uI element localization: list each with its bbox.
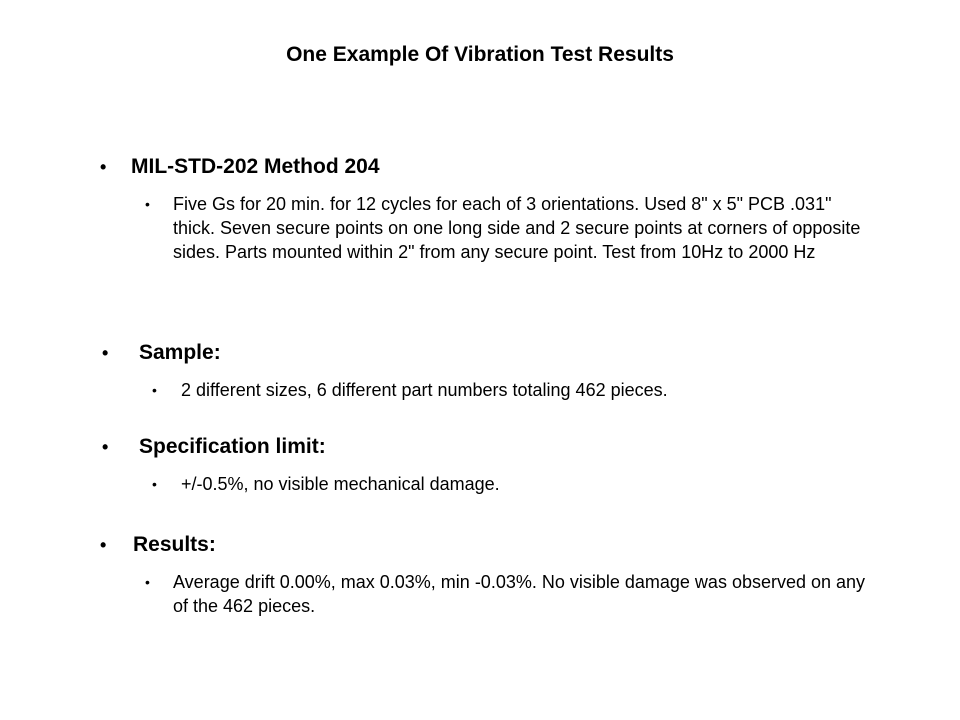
section-test-method xyxy=(100,152,880,264)
bullet-icon: • xyxy=(100,157,107,177)
sub-bullet-item xyxy=(102,472,871,496)
section-results xyxy=(100,530,880,618)
section-specification-limit xyxy=(102,432,882,496)
section-heading xyxy=(100,152,880,182)
bullet-icon: • xyxy=(152,382,157,398)
sub-bullet-text: Five Gs for 20 min. for 12 cycles for each of 3 orientations. Used 8" x 5" PCB .031" thick. Seven secure points on one long side and 2 secure points at corners of opposite sides. Parts mounted within 2" from any secure point. Test from 10Hz to 2000 Hz xyxy=(173,194,861,262)
section-heading xyxy=(102,338,882,368)
heading-text: MIL-STD-202 Method 204 xyxy=(131,155,380,178)
slide-title: One Example Of Vibration Test Results xyxy=(286,43,674,66)
section-heading xyxy=(102,432,882,462)
heading-text: Results: xyxy=(133,533,216,556)
bullet-icon: • xyxy=(145,196,150,212)
sub-bullet-item xyxy=(100,192,863,264)
sub-bullet-item xyxy=(102,378,871,402)
sub-bullet-text: +/-0.5%, no visible mechanical damage. xyxy=(181,474,500,494)
bullet-icon: • xyxy=(152,476,157,492)
bullet-icon: • xyxy=(102,437,109,457)
section-heading xyxy=(100,530,880,560)
bullet-icon: • xyxy=(145,574,150,590)
sub-bullet-item xyxy=(100,570,873,618)
bullet-icon: • xyxy=(100,535,107,555)
section-sample xyxy=(102,338,882,402)
heading-text: Sample: xyxy=(139,341,221,364)
bullet-icon: • xyxy=(102,343,109,363)
sub-bullet-text: 2 different sizes, 6 different part numbers totaling 462 pieces. xyxy=(181,380,668,400)
sub-bullet-text: Average drift 0.00%, max 0.03%, min -0.03%. No visible damage was observed on any of the 462 pieces. xyxy=(173,572,866,616)
heading-text: Specification limit: xyxy=(139,435,326,458)
